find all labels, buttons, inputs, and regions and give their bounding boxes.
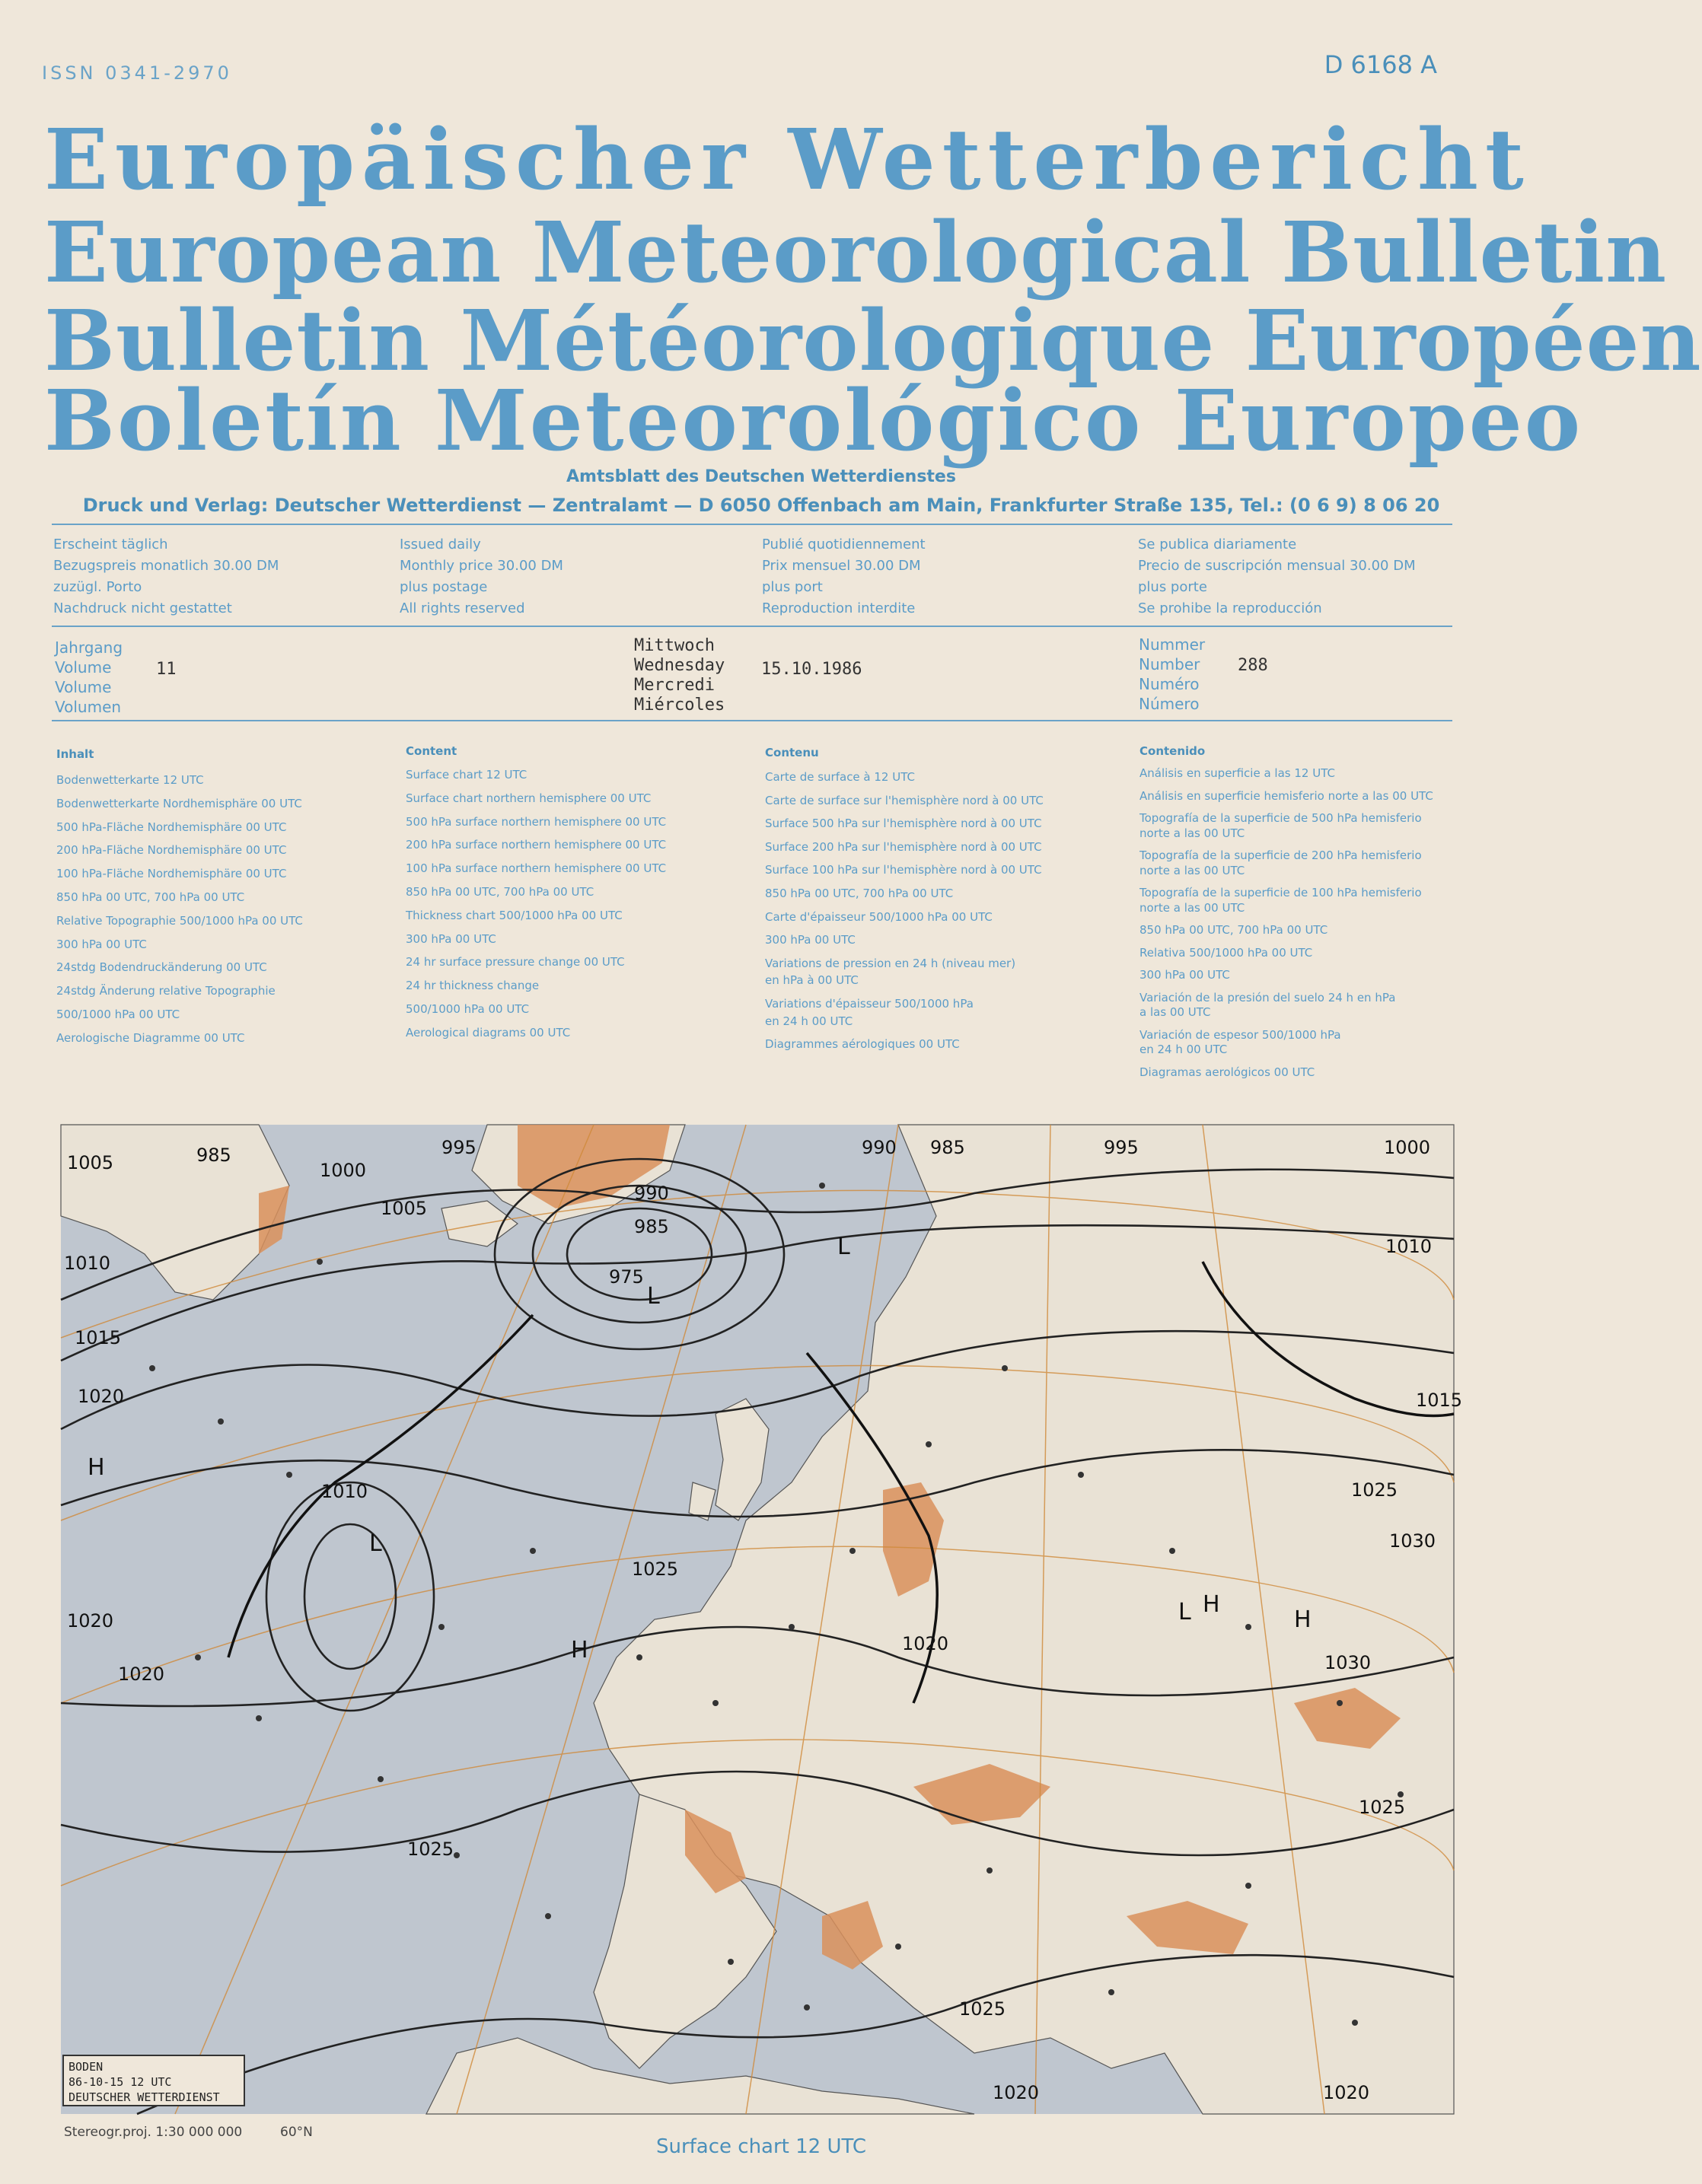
weekday: Mittwoch Wednesday Mercredi Miércoles <box>634 636 725 715</box>
issn: ISSN 0341-2970 <box>42 62 232 84</box>
volume-number: 11 <box>156 660 177 679</box>
svg-text:H: H <box>571 1637 588 1663</box>
svg-text:985: 985 <box>196 1145 231 1166</box>
info-french: Publié quotidiennement Prix mensuel 30.00 DM plus port Reproduction interdite <box>762 536 926 616</box>
map-caption: Surface chart 12 UTC <box>655 2135 867 2158</box>
volume-labels: Jahrgang Volume Volume Volumen <box>55 638 123 716</box>
svg-text:H: H <box>1294 1606 1312 1633</box>
svg-text:1025: 1025 <box>1359 1797 1406 1818</box>
title-spanish: Boletín Meteorológico Europeo <box>44 371 1583 470</box>
svg-text:1000: 1000 <box>1384 1137 1431 1158</box>
divider <box>52 720 1452 721</box>
map-latitude: 60°N <box>280 2125 313 2140</box>
svg-text:H: H <box>88 1454 105 1481</box>
contents-heading-spanish: Contenido <box>1139 744 1206 758</box>
svg-text:1020: 1020 <box>993 2082 1040 2103</box>
publication-code: D 6168 A <box>1324 50 1437 79</box>
contents-english: Surface chart 12 UTC Surface chart northern hemisphere 00 UTC 500 hPa surface northern hemisphere 00 UTC 200 hPa surface northern hemisphere 00 UTC 100 hPa surface northern hemisphere 00 UTC 850 hPa 00 UTC, 700 hPa 00 UTC Thickness chart 500/1000 hPa 00 UTC 300 hPa 00 UTC 24 hr surface pressure change 00 UTC 24 hr thickness change 500/1000 hPa 00 UTC Aerological diagrams 00 UTC <box>406 768 667 1039</box>
svg-text:1020: 1020 <box>1323 2082 1370 2103</box>
issue-number: 288 <box>1238 656 1268 675</box>
svg-text:1025: 1025 <box>407 1839 454 1860</box>
divider <box>52 626 1452 627</box>
contents-french: Carte de surface à 12 UTC Carte de surface sur l'hemisphère nord à 00 UTC Surface 500 hPa sur l'hemisphère nord à 00 UTC Surface 200 hPa sur l'hemisphère nord à 00 UTC Surface 100 hPa sur l'hemisphère nord à 00 UTC 850 hPa 00 UTC, 700 hPa 00 UTC Carte d'épaisseur 500/1000 hPa 00 UTC 300 hPa 00 UTC Variations de pression en 24 h (niveau mer) en hPa à 00 UTC Variations d'épaisseur 500/1000 hPa en 24 h 00 UTC Diagrammes aérologiques 00 UTC <box>765 770 1044 1052</box>
svg-text:1000: 1000 <box>320 1160 367 1181</box>
title-english: European Meteorological Bulletin <box>44 203 1668 301</box>
svg-text:1025: 1025 <box>959 1998 1006 2020</box>
svg-text:H: H <box>1203 1591 1220 1618</box>
svg-text:995: 995 <box>1104 1137 1139 1158</box>
svg-text:1020: 1020 <box>902 1633 949 1654</box>
svg-text:1015: 1015 <box>1416 1390 1463 1411</box>
svg-text:975: 975 <box>609 1266 644 1288</box>
info-spanish: Se publica diariamente Precio de suscripción mensual 30.00 DM plus porte Se prohibe la reproducción <box>1138 536 1416 616</box>
contents-spanish: Análisis en superficie a las 12 UTC Análisis en superficie hemisferio norte a las 00 UTC Topografía de la superficie de 500 hPa hemisferio norte a las 00 UTC Topografía de la superficie de 200 hPa hemisferio norte a las 00 UTC Topografía de la superficie de 100 hPa hemisferio norte a las 00 UTC 850 hPa 00 UTC, 700 hPa 00 UTC Relativa 500/1000 hPa 00 UTC 300 hPa 00 UTC Variación de la presión del suelo 24 h en hPa a las 00 UTC Variación de espesor 500/1000 hPa en 24 h 00 UTC Diagramas aerológicos 00 UTC <box>1139 766 1433 1079</box>
svg-text:L: L <box>647 1283 660 1310</box>
info-german: Erscheint täglich Bezugspreis monatlich 30.00 DM zuzügl. Porto Nachdruck nicht gestattet <box>53 536 279 616</box>
svg-text:1005: 1005 <box>381 1198 428 1219</box>
svg-text:1010: 1010 <box>1385 1236 1433 1257</box>
svg-text:1025: 1025 <box>632 1558 679 1580</box>
map-legend-box: BODEN 86-10-15 12 UTC DEUTSCHER WETTERDIENST <box>62 2055 245 2106</box>
title-german: Europäischer Wetterbericht <box>44 110 1531 209</box>
svg-text:985: 985 <box>634 1216 669 1237</box>
svg-text:1020: 1020 <box>67 1610 114 1632</box>
contents-german: Bodenwetterkarte 12 UTC Bodenwetterkarte Nordhemisphäre 00 UTC 500 hPa-Fläche Nordhemisphäre 00 UTC 200 hPa-Fläche Nordhemisphäre 00 UTC 100 hPa-Fläche Nordhemisphäre 00 UTC 850 hPa 00 UTC, 700 hPa 00 UTC Relative Topographie 500/1000 hPa 00 UTC 300 hPa 00 UTC 24stdg Bodendruckänderung 00 UTC 24stdg Änderung relative Topographie 500/1000 hPa 00 UTC Aerologische Diagramme 00 UTC <box>56 773 303 1045</box>
svg-text:1020: 1020 <box>78 1386 125 1407</box>
svg-text:L: L <box>837 1234 850 1260</box>
info-english: Issued daily Monthly price 30.00 DM plus postage All rights reserved <box>400 536 563 616</box>
svg-text:1010: 1010 <box>321 1481 368 1502</box>
publisher-line: Druck und Verlag: Deutscher Wetterdienst — Zentralamt — D 6050 Offenbach am Main, Frankfurter Straße 135, Tel.: (0 6 9) 8 06 20 <box>82 495 1440 516</box>
svg-text:990: 990 <box>862 1137 897 1158</box>
svg-text:990: 990 <box>634 1183 669 1204</box>
contents-heading-french: Contenu <box>765 746 819 759</box>
svg-text:1010: 1010 <box>64 1253 111 1274</box>
svg-text:1030: 1030 <box>1389 1530 1436 1552</box>
title-french: Bulletin Météorologique Européen <box>44 291 1702 390</box>
surface-weather-map <box>61 1125 1463 2114</box>
svg-text:L: L <box>369 1530 382 1557</box>
svg-text:1030: 1030 <box>1324 1652 1372 1673</box>
svg-text:1015: 1015 <box>75 1327 122 1348</box>
svg-text:1025: 1025 <box>1351 1479 1398 1501</box>
divider <box>52 524 1452 525</box>
issue-date: 15.10.1986 <box>761 660 862 679</box>
official-gazette-line: Amtsblatt des Deutschen Wetterdienstes <box>566 467 956 486</box>
map-projection: Stereogr.proj. 1:30 000 000 <box>64 2125 243 2140</box>
contents-heading-english: Content <box>406 744 457 758</box>
svg-text:L: L <box>1178 1599 1191 1625</box>
svg-text:1005: 1005 <box>67 1152 114 1173</box>
svg-text:985: 985 <box>930 1137 965 1158</box>
number-labels: Nummer Number Numéro Número <box>1139 635 1206 713</box>
svg-text:1020: 1020 <box>118 1663 165 1685</box>
contents-heading-german: Inhalt <box>56 747 94 761</box>
svg-text:995: 995 <box>441 1137 476 1158</box>
